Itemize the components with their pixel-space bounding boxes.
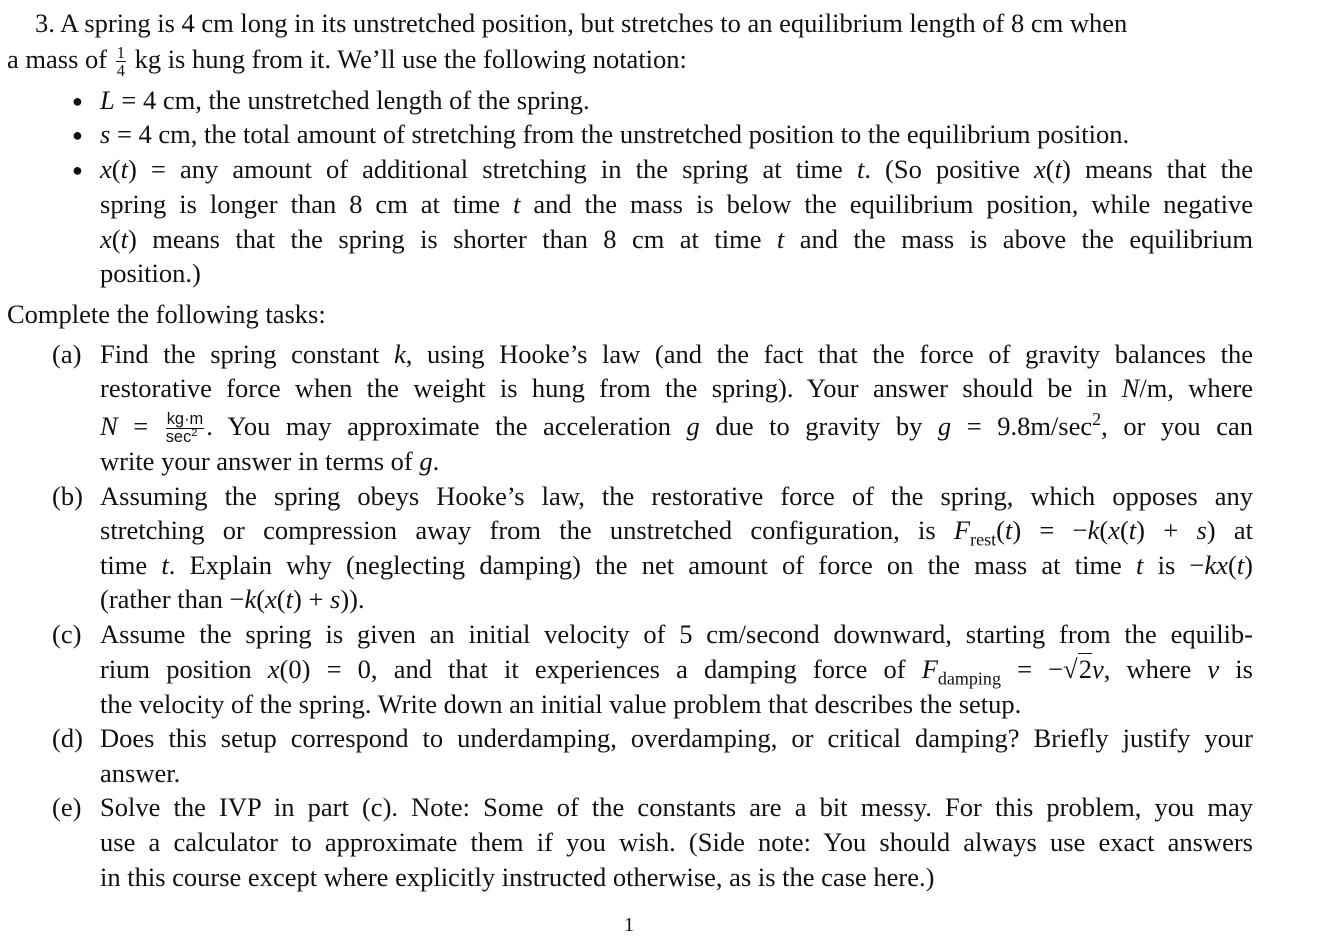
task-e-line-3: in this course except where explicitly instructed otherwise, as is the case here.) [100, 862, 935, 892]
task-d-label: (d) [52, 723, 83, 753]
fraction-quarter: $\frac{1}{4}$ [116, 43, 125, 81]
task-d-line-2: answer. [100, 758, 181, 788]
task-c-label: (c) [52, 619, 82, 649]
problem-intro-line-2: a mass of $\frac{1}{4}$ kg is hung from it. We’ll use the following notation: [7, 43, 687, 81]
fraction-newton-units: $\frac{kg\cdot m}{\sec^2}$ [165, 410, 204, 447]
notation-item-x-line-3: x(t) means that the spring is shorter than 8 cm at time t and the mass is above the equilibrium [100, 224, 1253, 254]
task-b-line-3: time t. Explain why (neglecting damping) the net amount of force on the mass at time t is −kx(t) [100, 550, 1253, 580]
notation-item-x-line-1: x(t) = any amount of additional stretching in the spring at time t. (So positive x(t) means that the [100, 154, 1253, 184]
intro-text-1: A spring is 4 cm long in its unstretched position, but stretches to an equilibrium length of 8 cm when [60, 8, 1128, 38]
task-c-line-1: Assume the spring is given an initial velocity of 5 cm/second downward, starting from the equilib- [100, 619, 1253, 649]
task-c-line-3: the velocity of the spring. Write down an initial value problem that describes the setup. [100, 689, 1022, 719]
task-e-line-2: use a calculator to approximate them if you wish. (Side note: You should always use exact answers [100, 827, 1253, 857]
notation-item-x-line-4: position.) [100, 258, 201, 288]
task-a-line-1: Find the spring constant k, using Hooke’s law (and the fact that the force of gravity balances the [100, 339, 1253, 369]
notation-item-x-line-2: spring is longer than 8 cm at time t and the mass is below the equilibrium position, while negative [100, 189, 1253, 219]
task-a-line-4: write your answer in terms of g. [100, 446, 440, 476]
bullet: ● [72, 160, 83, 180]
task-b-line-1: Assuming the spring obeys Hooke’s law, the restorative force of the spring, which opposes any [100, 481, 1253, 511]
task-b-line-4: (rather than −k(x(t) + s)). [100, 584, 365, 614]
task-e-label: (e) [52, 792, 82, 822]
problem-number: 3. [35, 8, 55, 38]
task-b-label: (b) [52, 481, 83, 511]
task-b-line-2: stretching or compression away from the unstretched configuration, is $F_{rest}(t) = -k(x(t) + s)$ at [100, 515, 1253, 550]
problem-intro-line-1 [35, 8, 1253, 38]
notation-item-L: L = 4 cm, the unstretched length of the spring. [100, 85, 590, 115]
notation-item-s: s = 4 cm, the total amount of stretching from the unstretched position to the equilibrium position. [100, 119, 1130, 149]
task-a-line-3: N = $\frac{kg\cdot m}{\sec^2}$ . You may approximate the acceleration g due to gravity by $g = 9.8m/\sec^2$, or you can [100, 409, 1253, 447]
task-a-line-2: restorative force when the weight is hung from the spring). Your answer should be in N/m, where [100, 373, 1254, 403]
tasks-heading: Complete the following tasks: [7, 299, 326, 329]
page-number: 1 [624, 914, 634, 936]
task-a-label: (a) [52, 339, 82, 369]
bullet: ● [72, 91, 83, 111]
bullet: ● [72, 125, 83, 145]
task-c-line-2: rium position x(0) = 0, and that it experiences a damping force of $F_{damping} = -√2v$, where v is [100, 654, 1253, 689]
task-d-line-1: Does this setup correspond to underdamping, overdamping, or critical damping? Briefly justify your [100, 723, 1253, 753]
task-e-line-1: Solve the IVP in part (c). Note: Some of the constants are a bit messy. For this problem, you may [100, 792, 1253, 822]
